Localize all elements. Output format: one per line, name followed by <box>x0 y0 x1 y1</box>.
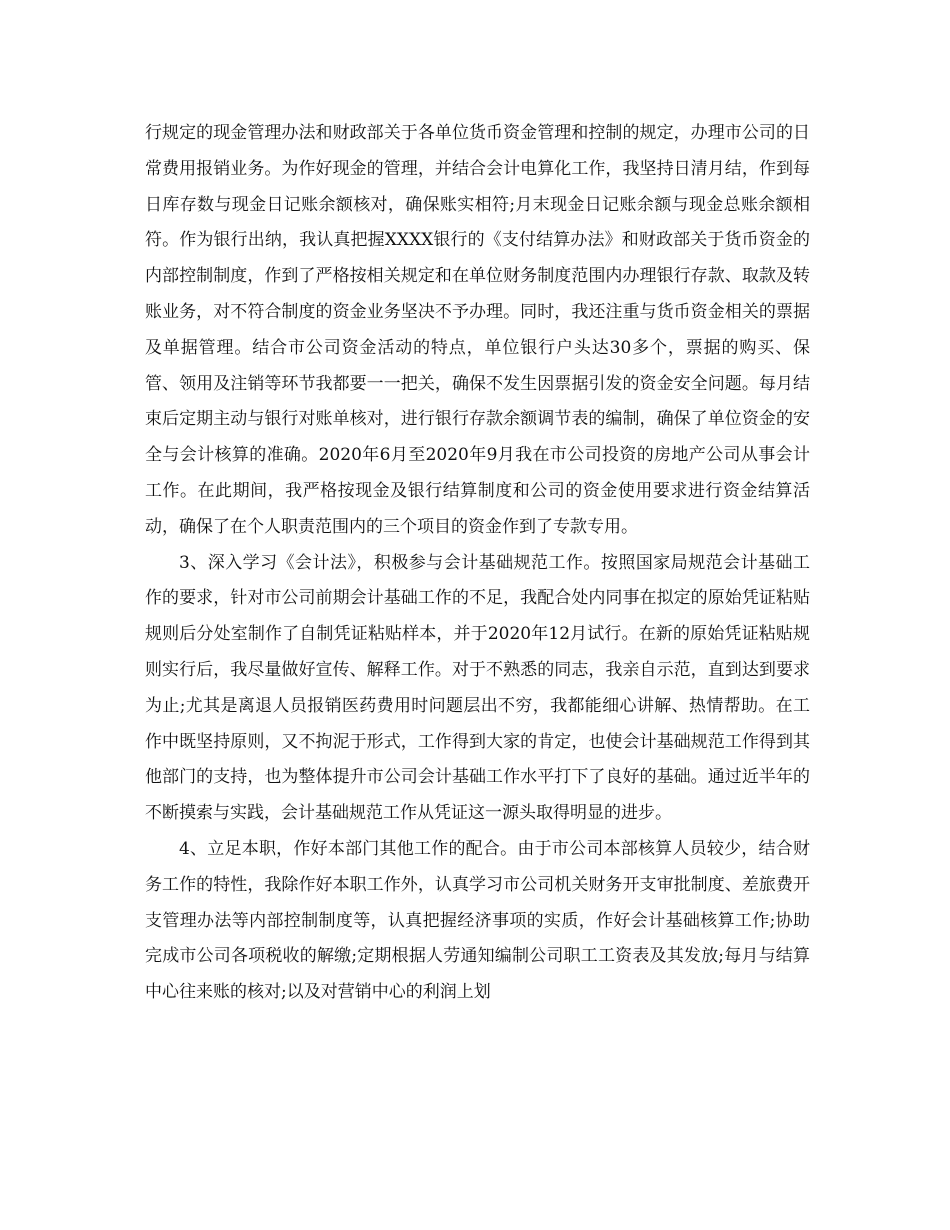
paragraph-cash-management: 行规定的现金管理办法和财政部关于各单位货币资金管理和控制的规定，办理市公司的日常费用报销业务。为作好现金的管理，并结合会计电算化工作，我坚持日清月结，作到每日库存数与现金日记账余额核对，确保账实相符;月末现金日记账余额与现金总账余额相符。作为银行出纳，我认真把握XXXX银行的《支付结算办法》和财政部关于货币资金的内部控制制度，作到了严格按相关规定和在单位财务制度范围内办理银行存款、取款及转账业务，对不符合制度的资金业务坚决不予办理。同时，我还注重与货币资金相关的票据及单据管理。结合市公司资金活动的特点，单位银行户头达30多个，票据的购买、保管、领用及注销等环节我都要一一把关，确保不发生因票据引发的资金安全问题。每月结束后定期主动与银行对账单核对，进行银行存款余额调节表的编制，确保了单位资金的安全与会计核算的准确。2020年6月至2020年9月我在市公司投资的房地产公司从事会计工作。在此期间，我严格按现金及银行结算制度和公司的资金使用要求进行资金结算活动，确保了在个人职责范围内的三个项目的资金作到了专款专用。 <box>145 123 810 537</box>
paragraph-item-4-other-work: 4、立足本职，作好本部门其他工作的配合。由于市公司本部核算人员较少，结合财务工作的特性，我除作好本职工作外，认真学习市公司机关财务开支审批制度、差旅费开支管理办法等内部控制制度等，认真把握经济事项的实质，作好会计基础核算工作;协助完成市公司各项税收的解缴;定期根据人劳通知编制公司职工工资表及其发放;每月与结算中心往来账的核对;以及对营销中心的利润上划 <box>145 838 810 1003</box>
paragraph-item-3-accounting-law: 3、深入学习《会计法》，积极参与会计基础规范工作。按照国家局规范会计基础工作的要求，针对市公司前期会计基础工作的不足，我配合处内同事在拟定的原始凭证粘贴规则后分处室制作了自制凭证粘贴样本，并于2020年12月试行。在新的原始凭证粘贴规则实行后，我尽量做好宣传、解释工作。对于不熟悉的同志，我亲自示范，直到达到要求为止;尤其是离退人员报销医药费用时问题层出不穷，我都能细心讲解、热情帮助。在工作中既坚持原则，又不拘泥于形式，工作得到大家的肯定，也使会计基础规范工作得到其他部门的支持，也为整体提升市公司会计基础工作水平打下了良好的基础。通过近半年的不断摸索与实践，会计基础规范工作从凭证这一源头取得明显的进步。 <box>145 552 810 824</box>
document-body <box>145 116 810 1011</box>
